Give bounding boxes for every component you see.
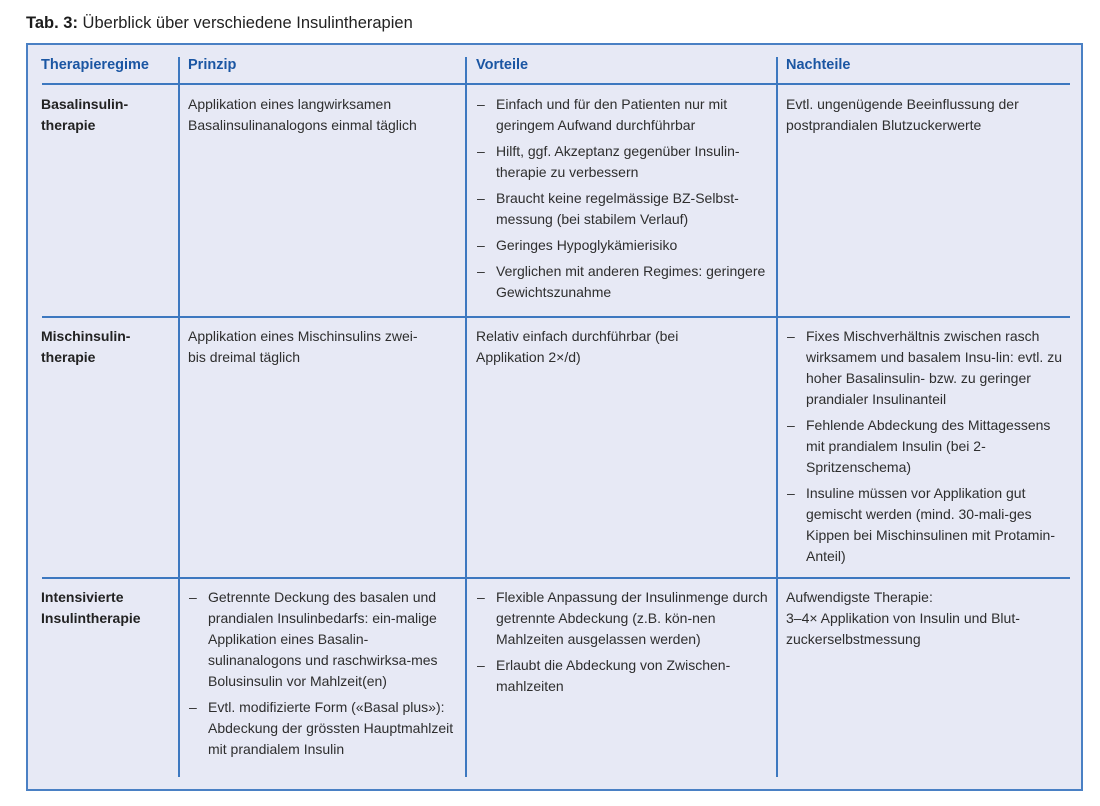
table-row-3-nachteile: Aufwendigste Therapie: 3–4× Applikation von Insulin und Blut-zuckerselbstmessung (786, 589, 1020, 647)
table-row-3-vorteile (476, 587, 771, 702)
prinzip-list (188, 587, 458, 760)
table-row-3-prinzip (188, 587, 458, 765)
row-separator (42, 577, 1070, 579)
list-item: – Erlaubt die Abdeckung von Zwischen-mahlzeiten (476, 655, 771, 697)
table-row-2-prinzip: Applikation eines Mischinsulins zwei- bis dreimal täglich (188, 328, 418, 365)
column-divider (465, 57, 467, 777)
table-row-1-nachteile: Evtl. ungenügende Beeinflussung der postprandialen Blutzuckerwerte (786, 96, 1019, 133)
header-therapieregime: Therapieregime (41, 57, 149, 73)
list-item: – Getrennte Deckung des basalen und prandialen Insulinbedarfs: ein-malige Applikation eines Basalin-sulinanalogons und raschwirksa-mes Bolusinsulin vor Mahlzeit(en) (188, 587, 458, 692)
list-item: – Hilft, ggf. Akzeptanz gegenüber Insulin-therapie zu verbessern (476, 141, 771, 183)
column-divider (776, 57, 778, 777)
list-item: – Geringes Hypoglykämierisiko (476, 235, 771, 256)
header-separator (42, 83, 1070, 85)
list-item: – Flexible Anpassung der Insulinmenge durch getrennte Abdeckung (z.B. kön-nen Mahlzeiten ausgelassen werden) (476, 587, 771, 650)
table-row-2-regime: Mischinsulin- therapie (41, 328, 131, 365)
caption-title: Überblick über verschiedene Insulintherapien (82, 14, 413, 32)
table-row-1-prinzip: Applikation eines langwirksamen Basalinsulinanalogons einmal täglich (188, 96, 417, 133)
list-item: – Evtl. modifizierte Form («Basal plus»): Abdeckung der grössten Hauptmahlzeit mit prandialem Insulin (188, 697, 458, 760)
vorteile-list (476, 587, 771, 697)
table-row-2-vorteile: Relativ einfach durchführbar (bei Applikation 2×/d) (476, 328, 679, 365)
table-row-1-vorteile (476, 94, 771, 308)
table-row-2-nachteile (786, 326, 1071, 572)
list-item: – Fehlende Abdeckung des Mittagessens mit prandialem Insulin (bei 2-Spritzenschema) (786, 415, 1071, 478)
table-row-3-regime: Intensivierte Insulintherapie (41, 589, 141, 626)
header-prinzip: Prinzip (188, 57, 237, 73)
caption-label: Tab. 3: (26, 14, 78, 32)
list-item: – Fixes Mischverhältnis zwischen rasch wirksamem und basalem Insu-lin: evtl. zu hoher Basalinsulin- bzw. zu geringer prandialer Insulinanteil (786, 326, 1071, 410)
insulin-therapy-table (26, 43, 1083, 791)
row-separator (42, 316, 1070, 318)
list-item: – Insuline müssen vor Applikation gut gemischt werden (mind. 30-mali-ges Kippen bei Mischinsulinen mit Protamin-Anteil) (786, 483, 1071, 567)
nachteile-list (786, 326, 1071, 567)
header-nachteile: Nachteile (786, 57, 851, 73)
list-item: – Verglichen mit anderen Regimes: geringere Gewichtszunahme (476, 261, 771, 303)
table-caption (26, 14, 413, 33)
header-vorteile: Vorteile (476, 57, 529, 73)
column-divider (178, 57, 180, 777)
vorteile-list (476, 94, 771, 303)
list-item: – Einfach und für den Patienten nur mit geringem Aufwand durchführbar (476, 94, 771, 136)
table-row-1-regime: Basalinsulin- therapie (41, 96, 129, 133)
list-item: – Braucht keine regelmässige BZ-Selbst-messung (bei stabilem Verlauf) (476, 188, 771, 230)
